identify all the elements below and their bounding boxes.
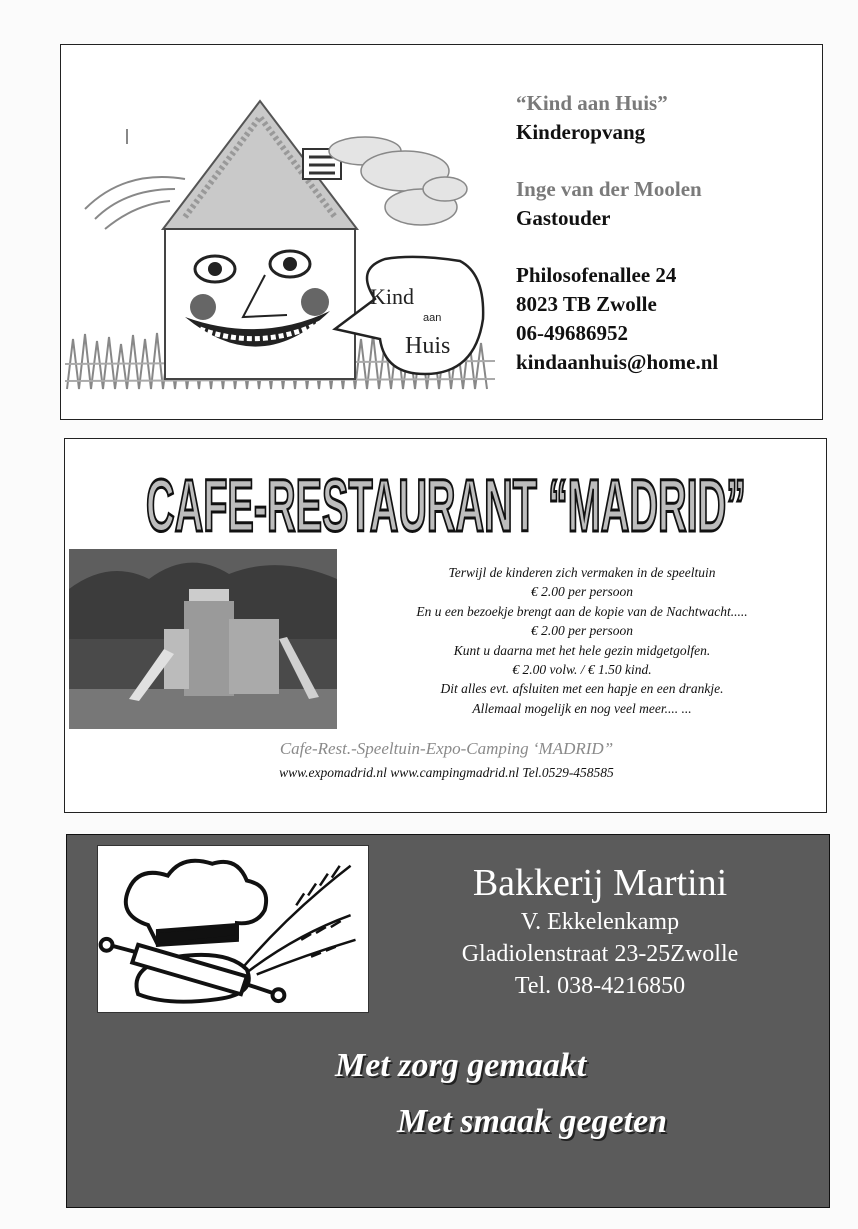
- madrid-banner-text: CAFE-RESTAURANT “MADRID”: [146, 464, 746, 547]
- bakkerij-slogan-2: Met smaak gegeten: [397, 1103, 668, 1140]
- desc-line-5: Kunt u daarna met het hele gezin midgetgolfen.: [453, 642, 711, 658]
- city-postcode: 8023 TB Zwolle: [516, 292, 657, 316]
- ad-kind-aan-huis: [60, 44, 823, 420]
- desc-line-6: € 2.00 volw. / € 1.50 kind.: [512, 662, 652, 678]
- street-address: Philosofenallee 24: [516, 263, 677, 287]
- playground-photo: [69, 549, 337, 729]
- smoke-cloud-drawing: [329, 137, 467, 225]
- desc-line-3: En u een bezoekje brengt aan de kopie van de Nachtwacht.....: [416, 603, 748, 619]
- bakkerij-phone: Tel. 038-4216850: [514, 973, 686, 999]
- kind-aan-huis-title: “Kind aan Huis”: [516, 91, 668, 115]
- bubble-text-kind: Kind: [370, 284, 414, 309]
- bakkerij-slogan-1: Met zorg gemaakt: [335, 1047, 587, 1084]
- phone-number: 06-49686952: [516, 321, 628, 345]
- kind-aan-huis-text: [516, 89, 816, 377]
- desc-line-8: Allemaal mogelijk en nog veel meer.... ...: [472, 700, 692, 716]
- madrid-footer-contact: www.expomadrid.nl www.campingmadrid.nl Tel.0529-458585: [279, 765, 614, 780]
- madrid-description: [347, 563, 817, 718]
- bubble-text-aan: aan: [423, 312, 442, 324]
- kind-aan-huis-subtitle: Kinderopvang: [516, 120, 646, 144]
- madrid-footer-name: Cafe-Rest.-Speeltuin-Expo-Camping ‘MADRID”: [279, 739, 614, 758]
- speech-bubble: [335, 257, 483, 374]
- email-address: kindaanhuis@home.nl: [516, 350, 719, 374]
- desc-line-1: Terwijl de kinderen zich vermaken in de speeltuin: [448, 565, 716, 580]
- contact-name: Inge van der Moolen: [516, 177, 702, 201]
- desc-line-2: € 2.00 per persoon: [531, 584, 633, 600]
- baker-logo-illustration: [97, 845, 369, 1013]
- bakkerij-address: Gladiolenstraat 23-25Zwolle: [461, 941, 739, 967]
- desc-line-7: Dit alles evt. afsluiten met een hapje en een drankje.: [440, 681, 724, 697]
- bakkerij-owner: V. Ekkelenkamp: [520, 909, 680, 935]
- desc-line-4: € 2.00 per persoon: [531, 623, 633, 639]
- contact-role: Gastouder: [516, 206, 611, 230]
- bubble-text-huis: Huis: [405, 333, 451, 359]
- ad-bakkerij-martini: [66, 834, 830, 1208]
- chef-hat-icon: [126, 861, 266, 945]
- bakkerij-title: Bakkerij Martini: [472, 862, 728, 904]
- madrid-banner: [65, 439, 828, 549]
- house-drawing-illustration: [65, 89, 495, 399]
- ad-cafe-restaurant-madrid: [64, 438, 827, 813]
